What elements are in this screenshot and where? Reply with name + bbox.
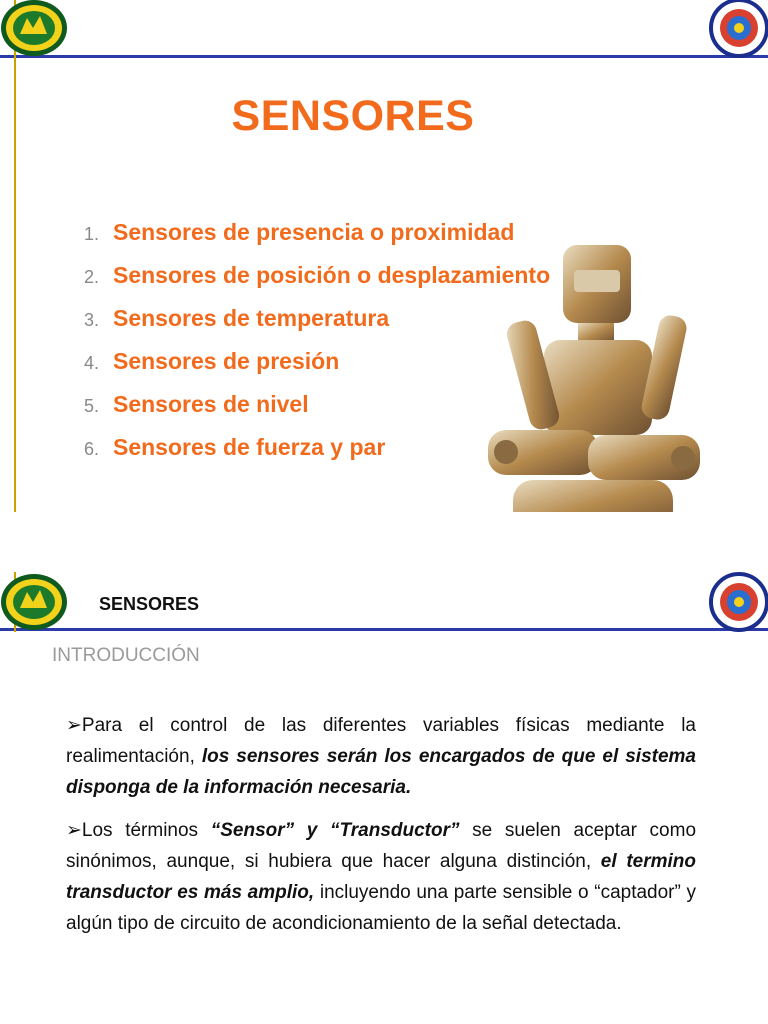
paragraph-emphasis: el termino transductor es más amplio, <box>66 851 696 903</box>
list-number: 1. <box>84 224 100 244</box>
paragraph-text: se suelen aceptar como sinónimos, aunque, si hubiera que hacer alguna distinción, <box>66 820 697 872</box>
slide-heading: SENSORES <box>99 594 200 614</box>
left-university-logo <box>0 574 70 632</box>
right-faculty-seal <box>706 572 768 634</box>
paragraph-text: incluyendo una parte sensible o “captador” y algún tipo de circuito de acondicionamiento de la señal detectada. <box>66 882 696 934</box>
paragraph-text: Los términos <box>81 820 211 841</box>
list-label: Sensores de posición o desplazamiento <box>113 262 551 288</box>
robot-illustration <box>478 240 708 512</box>
list-number: 5. <box>84 396 100 416</box>
paragraph-text: Para el control de las diferentes variables físicas mediante la realimentación, <box>66 715 696 767</box>
header-rule <box>0 55 768 58</box>
list-label: Sensores de fuerza y par <box>113 434 386 460</box>
left-university-logo <box>0 0 70 58</box>
list-number: 2. <box>84 267 100 287</box>
list-number: 3. <box>84 310 100 330</box>
list-label: Sensores de temperatura <box>113 305 390 331</box>
right-faculty-seal <box>706 0 768 62</box>
paragraph-1 <box>66 710 696 803</box>
paragraph-emphasis: “Sensor” y “Transductor” <box>210 820 460 841</box>
page-title: SENSORES <box>231 92 475 140</box>
left-rule <box>14 0 16 512</box>
slide-2 <box>0 512 768 1024</box>
list-number: 4. <box>84 353 100 373</box>
paragraph-emphasis: los sensores serán los encargados de que el sistema disponga de la información necesaria. <box>66 746 697 798</box>
list-label: Sensores de presencia o proximidad <box>113 219 515 245</box>
list-label: Sensores de presión <box>113 348 340 374</box>
list-number: 6. <box>84 439 100 459</box>
paragraph-2 <box>66 815 696 939</box>
list-label: Sensores de nivel <box>113 391 309 417</box>
section-subheading: INTRODUCCIÓN <box>52 645 200 666</box>
header-rule <box>0 628 768 631</box>
bullet-arrow-icon: ➢ <box>66 715 82 736</box>
bullet-arrow-icon: ➢ <box>66 820 82 841</box>
